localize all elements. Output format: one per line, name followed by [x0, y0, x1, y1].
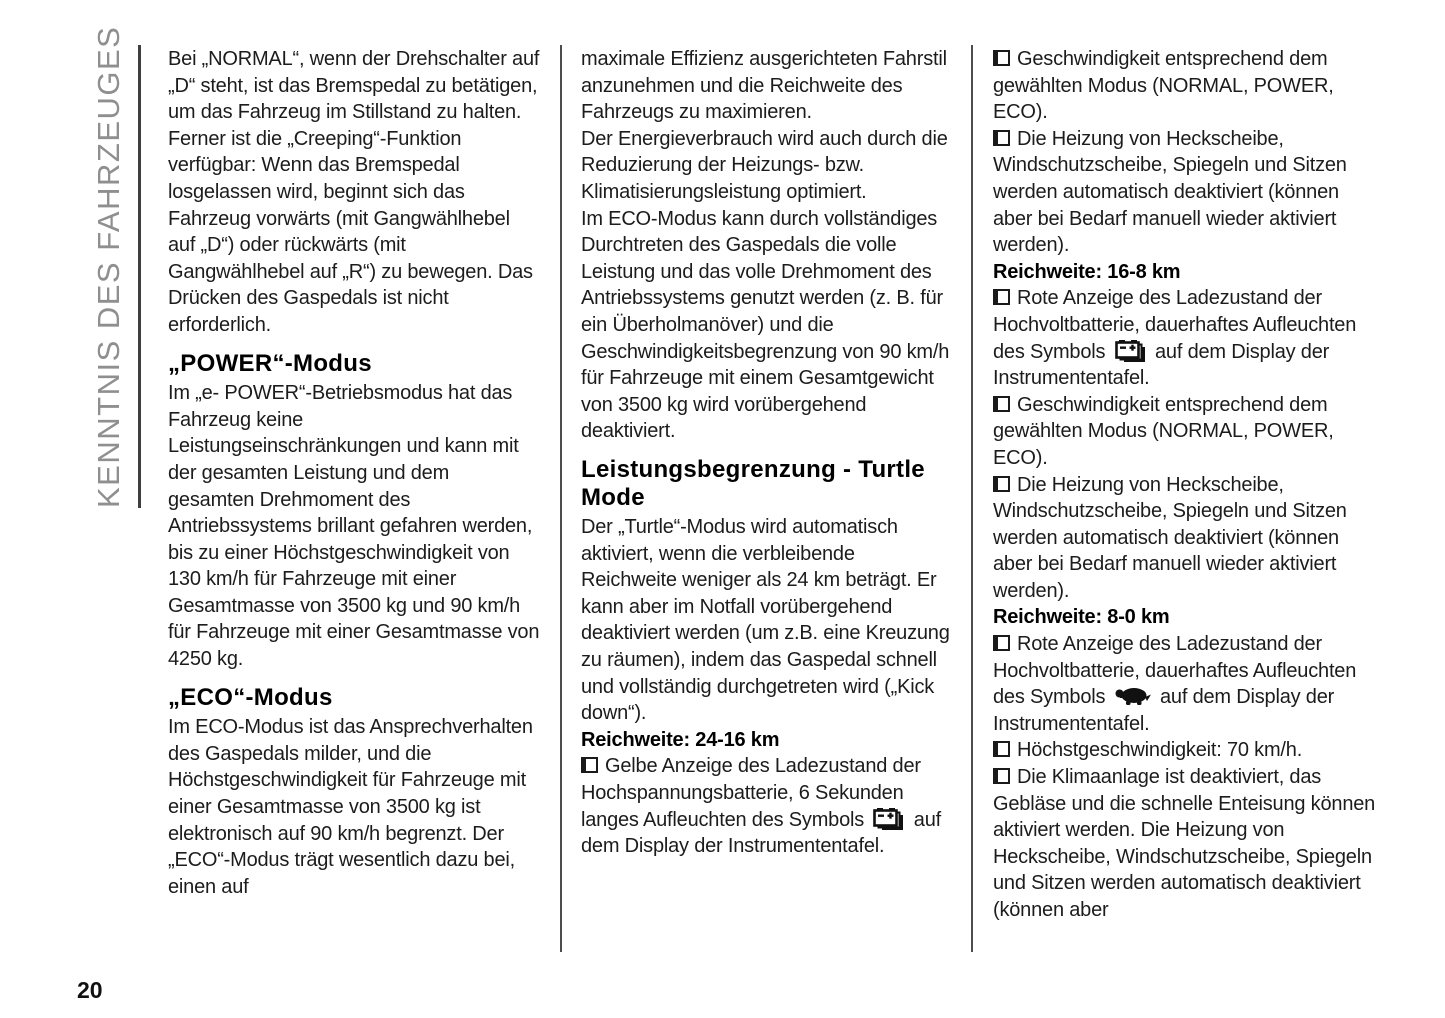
paragraph-energy: Der Energieverbrauch wird auch durch die Reduzierung der Heizungs- bzw. Klimatisierungsleistung optimiert.: [581, 127, 948, 203]
square-bullet-icon: [993, 289, 1010, 305]
bullet-red-battery-2: Rote Anzeige des Ladezustand der Hochvoltbatterie, dauerhaftes Aufleuchten des Symbols auf dem Display der Instrumententafel.: [993, 633, 1357, 735]
chapter-title-rule: [138, 45, 141, 508]
square-bullet-icon: [993, 396, 1010, 412]
battery-charge-icon: [1115, 338, 1146, 363]
column-2: [581, 46, 955, 860]
paragraph-normal-mode: Bei „NORMAL“, wenn der Drehschalter auf „D“ steht, ist das Bremspedal zu betätigen, um das Fahrzeug im Stillstand zu halten.: [168, 48, 540, 124]
square-bullet-icon: [993, 768, 1010, 784]
bullet-yellow-battery: Gelbe Anzeige des Ladezustand der Hochspannungsbatterie, 6 Sekunden langes Aufleuchten des Symbols auf dem Display der Instrumententafel.: [581, 755, 941, 858]
column-3: [993, 46, 1381, 924]
paragraph-efficiency: maximale Effizienz ausgerichteten Fahrstil anzunehmen und die Reichweite des Fahrzeugs zu maximieren.: [581, 48, 947, 124]
heading-turtle-mode: Leistungsbegrenzung - Turtle Mode: [581, 455, 925, 511]
square-bullet-icon: [993, 50, 1010, 66]
battery-charge-icon: [873, 806, 904, 831]
bullet-heating-2: Die Heizung von Heckscheibe, Windschutzscheibe, Spiegeln und Sitzen werden automatisch deaktiviert (können aber bei Bedarf manuell wieder aktiviert werden).: [993, 473, 1347, 602]
column-divider-left: [560, 45, 562, 952]
bullet-speed-mode-1: Geschwindigkeit entsprechend dem gewählten Modus (NORMAL, POWER, ECO).: [993, 48, 1334, 124]
bullet-climate: Die Klimaanlage ist deaktiviert, das Gebläse und die schnelle Enteisung können aktiviert werden. Die Heizung von Heckscheibe, Windschutzscheibe, Spiegeln und Sitzen werden automatisch deaktiviert (können aber: [993, 766, 1376, 921]
heading-eco-modus: „ECO“-Modus: [168, 683, 333, 711]
bullet-heating-1: Die Heizung von Heckscheibe, Windschutzscheibe, Spiegeln und Sitzen werden automatisch deaktiviert (können aber bei Bedarf manuell wieder aktiviert werden).: [993, 127, 1347, 257]
subhead-range-24-16: Reichweite: 24-16 km: [581, 728, 780, 751]
paragraph-power-modus: Im „e- POWER“-Betriebsmodus hat das Fahrzeug keine Leistungseinschränkungen und kann mit der gesamten Leistung und dem gesamten Drehmoment des Antriebssystems brillant gefahren werden, bis zu einer Höchstgeschwindigkeit von 130 km/h für Fahrzeuge mit einer Gesamtmasse von 3500 kg und 90 km/h für Fahrzeuge mit einer Gesamtmasse von 4250 kg.: [168, 382, 540, 671]
column-divider-right: [971, 45, 973, 952]
paragraph-eco-full-power: Im ECO-Modus kann durch vollständiges Durchtreten des Gaspedals die volle Leistung und das volle Drehmoment des Antriebssystems genutzt werden (z. B. für ein Überholmanöver) und die Geschwindigkeitsbegrenzung von 90 km/h für Fahrzeuge mit einem Gesamtgewicht von 3500 kg wird vorübergehend deaktiviert.: [581, 207, 950, 443]
square-bullet-icon: [993, 741, 1010, 757]
chapter-title-vertical: KENNTNIS DES FAHRZEUGES: [91, 25, 126, 508]
bullet-max-speed: Höchstgeschwindigkeit: 70 km/h.: [993, 737, 1381, 764]
heading-power-modus: „POWER“-Modus: [168, 349, 372, 377]
square-bullet-icon: [581, 757, 598, 773]
square-bullet-icon: [993, 130, 1010, 146]
subhead-range-16-8: Reichweite: 16-8 km: [993, 260, 1181, 283]
bullet-red-battery-1: Rote Anzeige des Ladezustand der Hochvoltbatterie, dauerhaftes Aufleuchten des Symbols auf dem Display der Instrumententafel.: [993, 287, 1357, 390]
square-bullet-icon: [993, 635, 1010, 651]
paragraph-turtle-mode: Der „Turtle“-Modus wird automatisch aktiviert, wenn die verbleibende Reichweite weniger als 24 km beträgt. Er kann aber im Notfall vorübergehend deaktiviert werden (um z.B. eine Kreuzung zu räumen), indem das Gaspedal schnell und vollständig durchgetreten wird („Kick down“).: [581, 516, 950, 725]
paragraph-creeping: Ferner ist die „Creeping“-Funktion verfügbar: Wenn das Bremspedal losgelassen wird, beginnt sich das Fahrzeug vorwärts (mit Gangwählhebel auf „D“) oder rückwärts (mit Gangwählhebel auf „R“) zu bewegen. Das Drücken des Gaspedals ist nicht erforderlich.: [168, 127, 533, 336]
paragraph-eco-modus: Im ECO-Modus ist das Ansprechverhalten des Gaspedals milder, und die Höchstgeschwindigkeit für Fahrzeuge mit einer Gesamtmasse von 3500 kg ist elektronisch auf 90 km/h begrenzt. Der „ECO“-Modus trägt wesentlich dazu bei, einen auf: [168, 716, 533, 898]
square-bullet-icon: [993, 476, 1010, 492]
turtle-icon: [1115, 686, 1151, 706]
page-number: 20: [77, 977, 103, 1003]
column-1: [168, 46, 540, 900]
subhead-range-8-0: Reichweite: 8-0 km: [993, 606, 1170, 629]
bullet-speed-mode-2: Geschwindigkeit entsprechend dem gewählten Modus (NORMAL, POWER, ECO).: [993, 393, 1334, 469]
